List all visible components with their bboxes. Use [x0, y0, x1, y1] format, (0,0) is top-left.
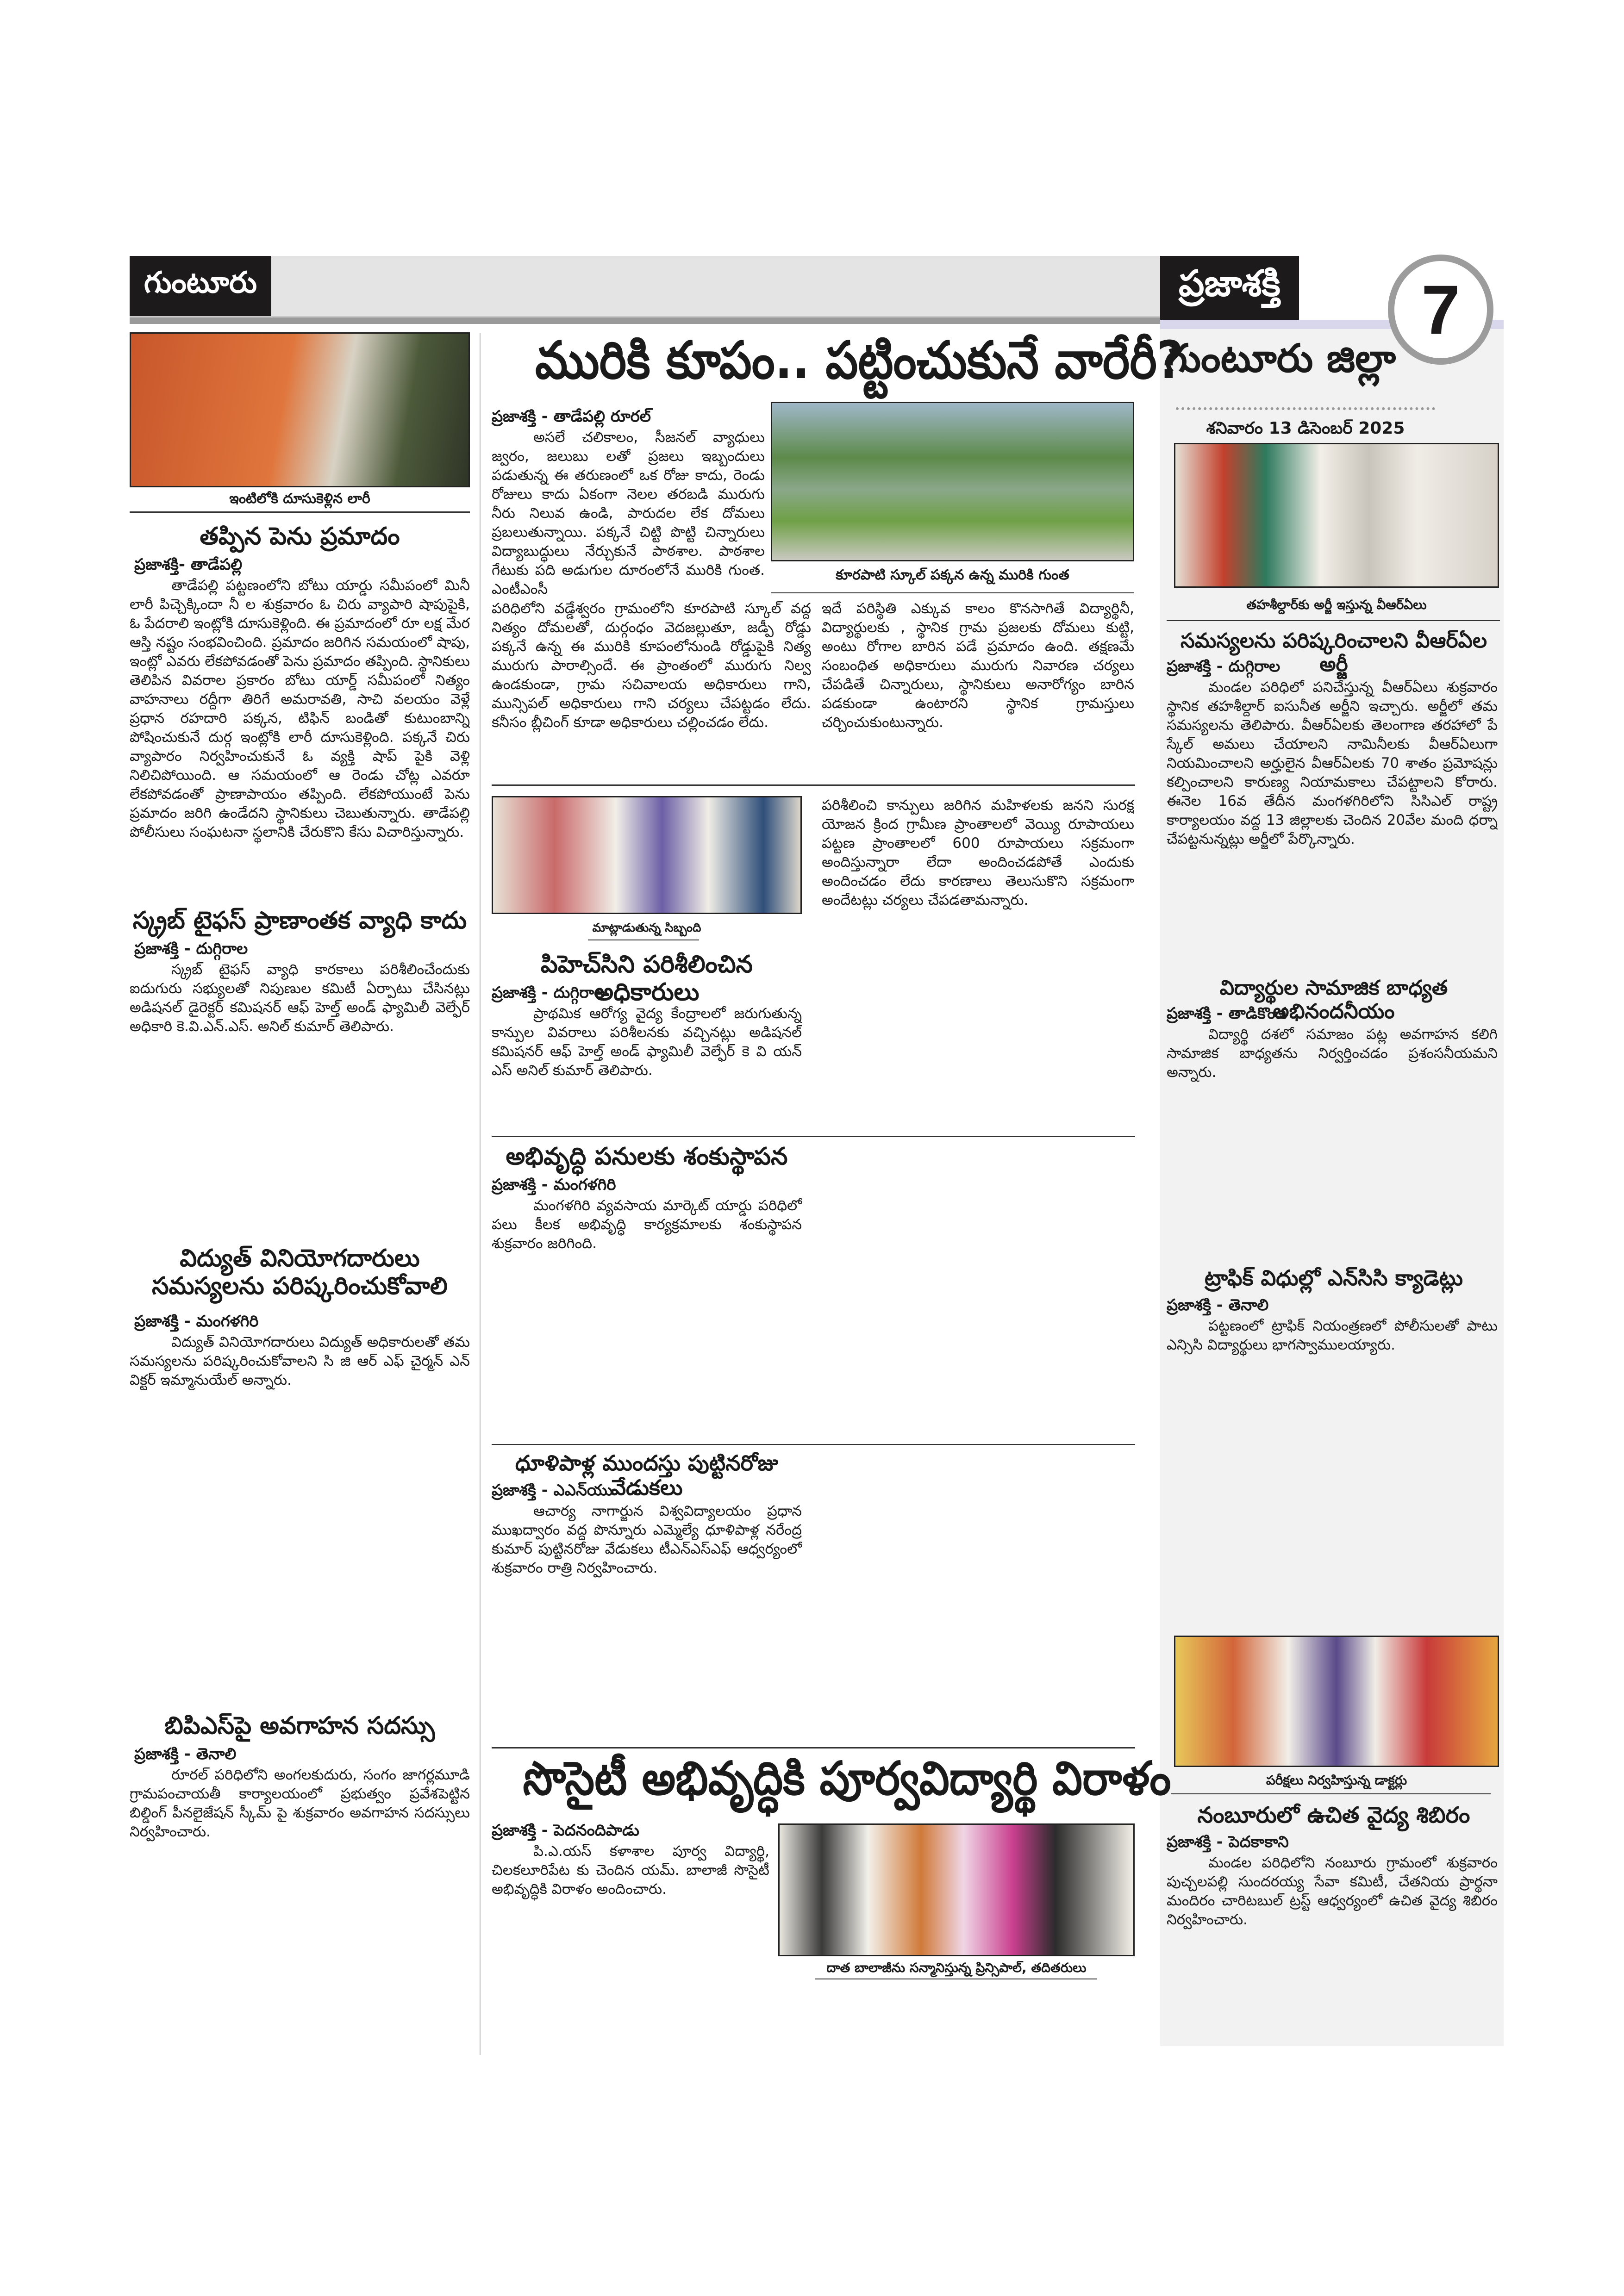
column-divider [480, 333, 481, 2055]
divider [492, 1747, 1135, 1748]
issue-date: శనివారం 13 డిసెంబర్ 2025 [1206, 419, 1405, 438]
divider [492, 1444, 1135, 1445]
phc-officials-photo [492, 796, 802, 914]
lorry-photo [130, 332, 470, 487]
headline: బిపిఎస్‌పై అవగాహన సదస్సు [164, 1712, 435, 1740]
header-band [130, 256, 1160, 316]
divider [130, 511, 470, 513]
article-body: మండల పరిధిలో పనిచేస్తున్న వీఆర్ఏలు శుక్రవారం స్థానిక తహశీల్దార్ ఐసునీత అర్జీని ఇచ్చారు. అర్జీలో తమ సమస్యలను తెలిపారు. వీఆర్ఏలకు తెలంగాణ తరహాలో పే స్కేల్ అమలు చేయాలని నామినీలకు వీఆర్ఏలుగా నియమించాలని అర్హులైన వీఆర్ఏలకు 70 శాతం ప్రమోషన్లు కల్పించాలని కారుణ్య నియామకాలు చేపట్టాలని కోరారు. ఈనెల 16వ తేదీన మంగళగిరిలోని సిసిఎల్ రాష్ట్ర కార్యాలయం వద్ద 13 జిల్లాలకు చెందిన 20వేల మంది ధర్నా చేపట్టనున్నట్లు అర్జీలో పేర్కొన్నారు. [1167, 679, 1498, 847]
divider [492, 1136, 1135, 1137]
photo-caption: పరీక్షలు నిర్వహిస్తున్న డాక్టర్లు [1266, 1773, 1407, 1788]
article-body: రూరల్ పరిధిలోని అంగలకుదురు, సంగం జాగర్లమూడి గ్రామపంచాయతీ కార్యాలయంలో ప్రభుత్వం ప్రవేశపెట్టిన బిల్డింగ్ పీనలైజేషన్ స్కీమ్ పై శుక్రవారం అవగాహన సదస్సులు నిర్వహించారు. [130, 1767, 470, 1840]
section-label: గుంటూరు [130, 256, 271, 316]
article-body: పరిశీలించి కాన్పులు జరిగిన మహిళలకు జనని సురక్ష యోజన క్రింద గ్రామీణ ప్రాంతాలలో వెయ్యి రూపాయలు పట్టణ ప్రాంతాలలో 600 రూపాయలు సక్రమంగా అందిస్తున్నారా లేదా అందించడపోతే ఎందుకు అందించడం లేదు కారణాలు తెలుసుకొని సక్రమంగా అందేటట్లు చర్యలు చేపడతామన్నారు. [822, 797, 1134, 908]
divider [1167, 620, 1500, 621]
headline: ట్రాఫిక్ విధుల్లో ఎన్‌సిసి క్యాడెట్లు [1204, 1265, 1463, 1290]
photo-caption: దాత బాలాజీను సన్మానిస్తున్న ప్రిన్సిపాల్, తదితరులు [826, 1960, 1087, 1975]
divider [1171, 1793, 1491, 1794]
dateline: ప్రజాశక్తి - తాడికొండ [1167, 1004, 1287, 1023]
headline: అభివృద్ధి పనులకు శంకుస్థాపన [506, 1143, 788, 1170]
headline: నంబూరులో ఉచిత వైద్య శిబిరం [1197, 1802, 1470, 1828]
dateline: ప్రజాశక్తి - తాడేపల్లి రూరల్ [492, 407, 651, 426]
divider [771, 592, 1134, 593]
article-body: మంగళగిరి వ్యవసాయ మార్కెట్ యార్డు పరిధిలో పలు కీలక అభివృద్ధి కార్యక్రమాలకు శంకుస్థాపన శుక్రవారం జరిగింది. [492, 1197, 802, 1252]
photo-caption: ఇంటిలోకి దూసుకెళ్లిన లారీ [229, 491, 370, 507]
article-body: పట్టణంలో ట్రాఫిక్ నియంత్రణలో పోలీసులతో పాటు ఎన్సిసి విద్యార్థులు భాగస్వాములయ్యారు. [1167, 1318, 1498, 1353]
sewage-pit-photo [771, 402, 1134, 561]
dateline: ప్రజాశక్తి - మంగళగిరి [492, 1176, 616, 1194]
headline: విద్యుత్ వినియోగదారులు సమస్యలను పరిష్కరించుకోవాలి [152, 1244, 448, 1300]
alumni-donation-photo [778, 1823, 1135, 1956]
headline: ధూళిపాళ్ల ముందస్తు పుట్టినరోజు వేడుకలు [515, 1450, 779, 1500]
dateline: ప్రజాశక్తి - తెనాలి [134, 1745, 237, 1763]
dateline: ప్రజాశక్తి - దుగ్గిరాల [134, 940, 248, 958]
article-body: ఇదే పరిస్థితి ఎక్కువ కాలం కొనసాగితే విద్యార్థినీ, విద్యార్థులకు , స్థానిక గ్రామ ప్రజలకు దోమలు కుట్టి, అంటు రోగాల బారిన పడే ప్రమాదం ఉంది. తక్షణమే సంబంధిత అధికారులు మురుగు నివారణ చర్యలు చేపడితే చిన్నారులు, స్థానికులు అనారోగ్యం బారిన పడకుండా ఉంటారని స్థానిక గ్రామస్తులు చర్చించుకుంటున్నారు. [822, 600, 1134, 731]
article-body: స్క్రబ్ టైఫస్ వ్యాధి కారకాలు పరిశీలించేందుకు ఐదుగురు సభ్యులతో నిపుణుల కమిటీ ఏర్పాటు చేసినట్లు అడిషనల్ డైరెక్టర్ కమిషనర్ ఆఫ్ హెల్త్ అండ్ ఫ్యామిలీ వెల్ఫేర్ అధికారి కె.వి.ఎన్.ఎస్. అనిల్ కుమార్ తెలిపారు. [130, 961, 470, 1035]
header-rule [130, 316, 1160, 324]
dateline: ప్రజాశక్తి - తెనాలి [1167, 1296, 1269, 1314]
vra-petition-photo [1174, 443, 1499, 588]
headline: పిహెచ్‌సిని పరిశీలించిన అధికారులు [540, 951, 753, 1006]
dateline: ప్రజాశక్తి - దుగ్గిరాల [492, 983, 606, 1002]
dateline: ప్రజాశక్తి - పెదనందిపాడు [492, 1821, 639, 1840]
divider [492, 784, 1135, 786]
headline: సమస్యలను పరిష్కరించాలని వీఆర్‌ఏల అర్జీ [1180, 629, 1487, 676]
dateline: ప్రజాశక్తి - మంగళగిరి [134, 1312, 259, 1331]
headline: తప్పిన పెను ప్రమాదం [200, 523, 400, 550]
article-body: విద్యార్థి దశలో సమాజం పట్ల అవగాహన కలిగి సామాజిక బాధ్యతను నిర్వర్తించడం ప్రశంసనీయమని అన్నారు. [1167, 1026, 1498, 1081]
page-number: 7 [1388, 255, 1493, 365]
dateline: ప్రజాశక్తి - దుగ్గిరాల [1167, 657, 1280, 676]
headline: విద్యార్థుల సామాజిక బాధ్యత అభినందనీయం [1219, 976, 1448, 1023]
lead-headline: మురికి కూపం.. పట్టించుకునే వారేరీ? [535, 330, 1184, 391]
district-title: గుంటూరు జిల్లా [1165, 336, 1396, 381]
dateline: ప్రజాశక్తి - ఎఎన్‌యు [492, 1481, 613, 1500]
article-body: మండల పరిధిలోని నంబూరు గ్రామంలో శుక్రవారం పుచ్చలపల్లి సుందరయ్య సేవా కమిటీ, చేతనియ ప్రార్థనా మందిరం చారిటబుల్ ట్రస్ట్ ఆధ్వర్యంలో ఉచిత వైద్య శిబిరం నిర్వహించారు. [1167, 1854, 1498, 1928]
article-body: పరిధిలోని వడ్డేశ్వరం గ్రామంలోని కూరపాటి స్కూల్ వద్ద నిత్యం దోమలతో, దుర్గంధం వెదజల్లుతూ, జడ్పీ రోడ్డు పక్కనే ఉన్న ఈ మురికి కూపంలోనుండి రోడ్డుపైకి నిత్య మురుగు పారాల్సిందే. ఈ ప్రాంతంలో మురుగు నిల్వ ఉండకుండా, గ్రామ సచివాలయ అధికారులు గాని, మున్సిపల్ అధికారులు గాని చర్యలు చేపట్టడం లేదు. కనీసం బ్లీచింగ్ కూడా అధికారులు చల్లించడం లేదు. [492, 600, 811, 731]
newspaper-logo: ప్రజాశక్తి [1160, 256, 1299, 320]
headline: సొసైటీ అభివృద్ధికి పూర్వవిద్యార్థి విరాళం [523, 1751, 1171, 1805]
article-body: ప్రాథమిక ఆరోగ్య వైద్య కేంద్రాలలో జరుగుతున్న కాన్పుల వివరాలు పరిశీలనకు వచ్చినట్లు అడిషనల్ కమిషనర్ ఆఫ్ హెల్త్ అండ్ ఫ్యామిలీ వెల్ఫేర్ కె వి యన్ ఎస్ అనిల్ కుమార్ తెలిపారు. [492, 1005, 802, 1079]
lead-headline-box [492, 330, 1184, 391]
article-body: పి.ఎ.యస్ కళాశాల పూర్వ విద్యార్థి, చిలకలూరిపేట కు చెందిన యమ్. బాలాజీ సొసైటీ అభివృద్ధికి విరాళం అందించారు. [492, 1843, 769, 1898]
photo-caption: కూరపాటి స్కూల్ పక్కన ఉన్న మురికి గుంత [836, 567, 1069, 583]
photo-caption: తహశీల్దార్‌కు అర్జీ ఇస్తున్న వీఆర్‌ఏలు [1246, 597, 1427, 612]
article-body: అసలే చలికాలం, సీజనల్ వ్యాధులు జ్వరం, జలుబు లతో ప్రజలు ఇబ్బందులు పడుతున్న ఈ తరుణంలో ఒక రోజు కాదు, రెండు రోజులు కాదు ఏకంగా నెలల తరబడి మురుగు నీరు నిలువ ఉండి, పారుదల లేక దోమలు ప్రబలుతున్నాయి. పక్కనే చిట్టి పొట్టి చిన్నారులు విద్యాబుద్ధులు నేర్చుకునే పాఠశాల. పాఠశాల గేటుకు పది అడుగుల దూరంలోనే మురికి గుంత. ఎంటీఎంసీ [492, 429, 765, 597]
dateline: ప్రజాశక్తి - పెదకాకాని [1167, 1833, 1289, 1851]
dateline: ప్రజాశక్తి- తాడేపల్లి [134, 555, 243, 574]
society-headline-box [492, 1751, 1171, 1805]
article-body: ఆచార్య నాగార్జున విశ్వవిద్యాలయం ప్రధాన ముఖద్వారం వద్ద పొన్నూరు ఎమ్మెల్యే ధూళిపాళ్ల నరేంద్ర కుమార్ పుట్టినరోజు వేడుకలు టీఎన్ఎస్ఎఫ్ ఆధ్వర్యంలో శుక్రవారం రాత్రి నిర్వహించారు. [492, 1503, 802, 1576]
headline: స్క్రబ్ టైఫస్ ప్రాణాంతక వ్యాధి కాదు [132, 907, 467, 934]
medical-camp-photo [1174, 1636, 1499, 1767]
photo-caption: మాట్లాడుతున్న సిబ్బంది [592, 921, 701, 935]
dotted-divider [1176, 407, 1435, 410]
article-body: తాడేపల్లి పట్టణంలోని బోటు యార్డు సమీపంలో మినీ లారీ పిచ్చెక్కిందా నీ ల శుక్రవారం ఓ చిరు వ్యాపారి షాపుపైకి, ఓ పేదరాలి ఇంట్లోకి దూసుకెళ్లింది. ఈ ప్రమాదంలో రూ లక్ష మేర ఆస్తి నష్టం సంభవించింది. ప్రమాదం జరిగిన సమయంలో షాపు, ఇంట్లో ఎవరు లేకపోవడంతో పెను ప్రమాదం తప్పింది. స్థానికులు తెలిపిన వివరాల ప్రకారం బోటు యార్డ్ సమీపంలో నిత్యం వాహనాలు రద్దీగా తిరిగే అమరావతి, సాచి వలయం వెళ్లే ప్రధాన రహదారి పక్కన, టిఫిన్ బండితో కుటుంబాన్ని పోషించుకునే దుర్గ ఇంట్లోకి లారీ దూసుకెళ్లింది. పక్కనే చిరు వ్యాపారం నిర్వహించుకునే ఓ వ్యక్తి షాప్ పైకి వెళ్లి నిలిచిపోయింది. ఆ సమయంలో ఆ రెండు చోట్ల ఎవరూ లేకపోవడంతో ప్రాణాపాయం తప్పింది. లేకపోయుంటే పెను ప్రమాదం జరిగి ఉండేదని స్థానికులు చెబుతున్నారు. తాడేపల్లి పోలీసులు సంఘటనా స్థలానికి చేరుకొని కేసు విచారిస్తున్నారు. [130, 577, 470, 840]
article-body: విద్యుత్ వినియోగదారులు విద్యుత్ అధికారులతో తమ సమస్యలను పరిష్కరించుకోవాలని సి జి ఆర్ ఎఫ్ చైర్మన్ ఎన్ విక్టర్ ఇమ్మానుయేల్ అన్నారు. [130, 1334, 470, 1388]
